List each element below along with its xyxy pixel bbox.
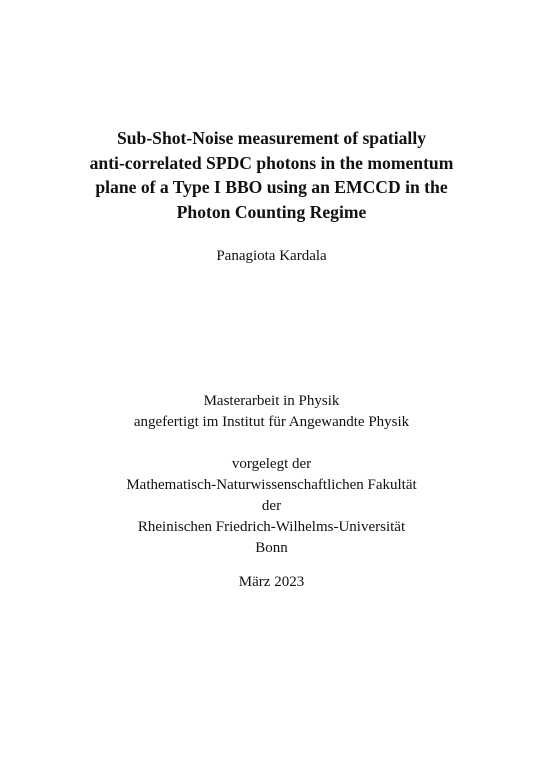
university-city: Bonn	[255, 540, 288, 556]
university-name: Rheinischen Friedrich-Wilhelms-Universität	[137, 519, 406, 535]
spacer	[0, 433, 543, 454]
title-line-4: Photon Counting Regime	[176, 201, 367, 222]
thesis-title	[0, 126, 543, 224]
title-line-3: plane of a Type I BBO using an EMCCD in the	[95, 177, 448, 197]
title-line-2: anti-correlated SPDC photons in the momentum	[89, 152, 454, 173]
submitted-to: vorgelegt der	[231, 456, 312, 472]
author-name: Panagiota Kardala	[216, 248, 327, 264]
faculty-of: der	[261, 498, 282, 514]
title-line-1: Sub-Shot-Noise measurement of spatially	[116, 128, 427, 148]
thesis-institute: angefertigt im Institut für Angewandte Physik	[133, 414, 410, 430]
submission-date: März 2023	[238, 574, 305, 590]
thesis-info	[0, 391, 543, 559]
faculty-name: Mathematisch-Naturwissenschaftlichen Fakultät	[126, 477, 417, 493]
thesis-type: Masterarbeit in Physik	[203, 393, 340, 409]
